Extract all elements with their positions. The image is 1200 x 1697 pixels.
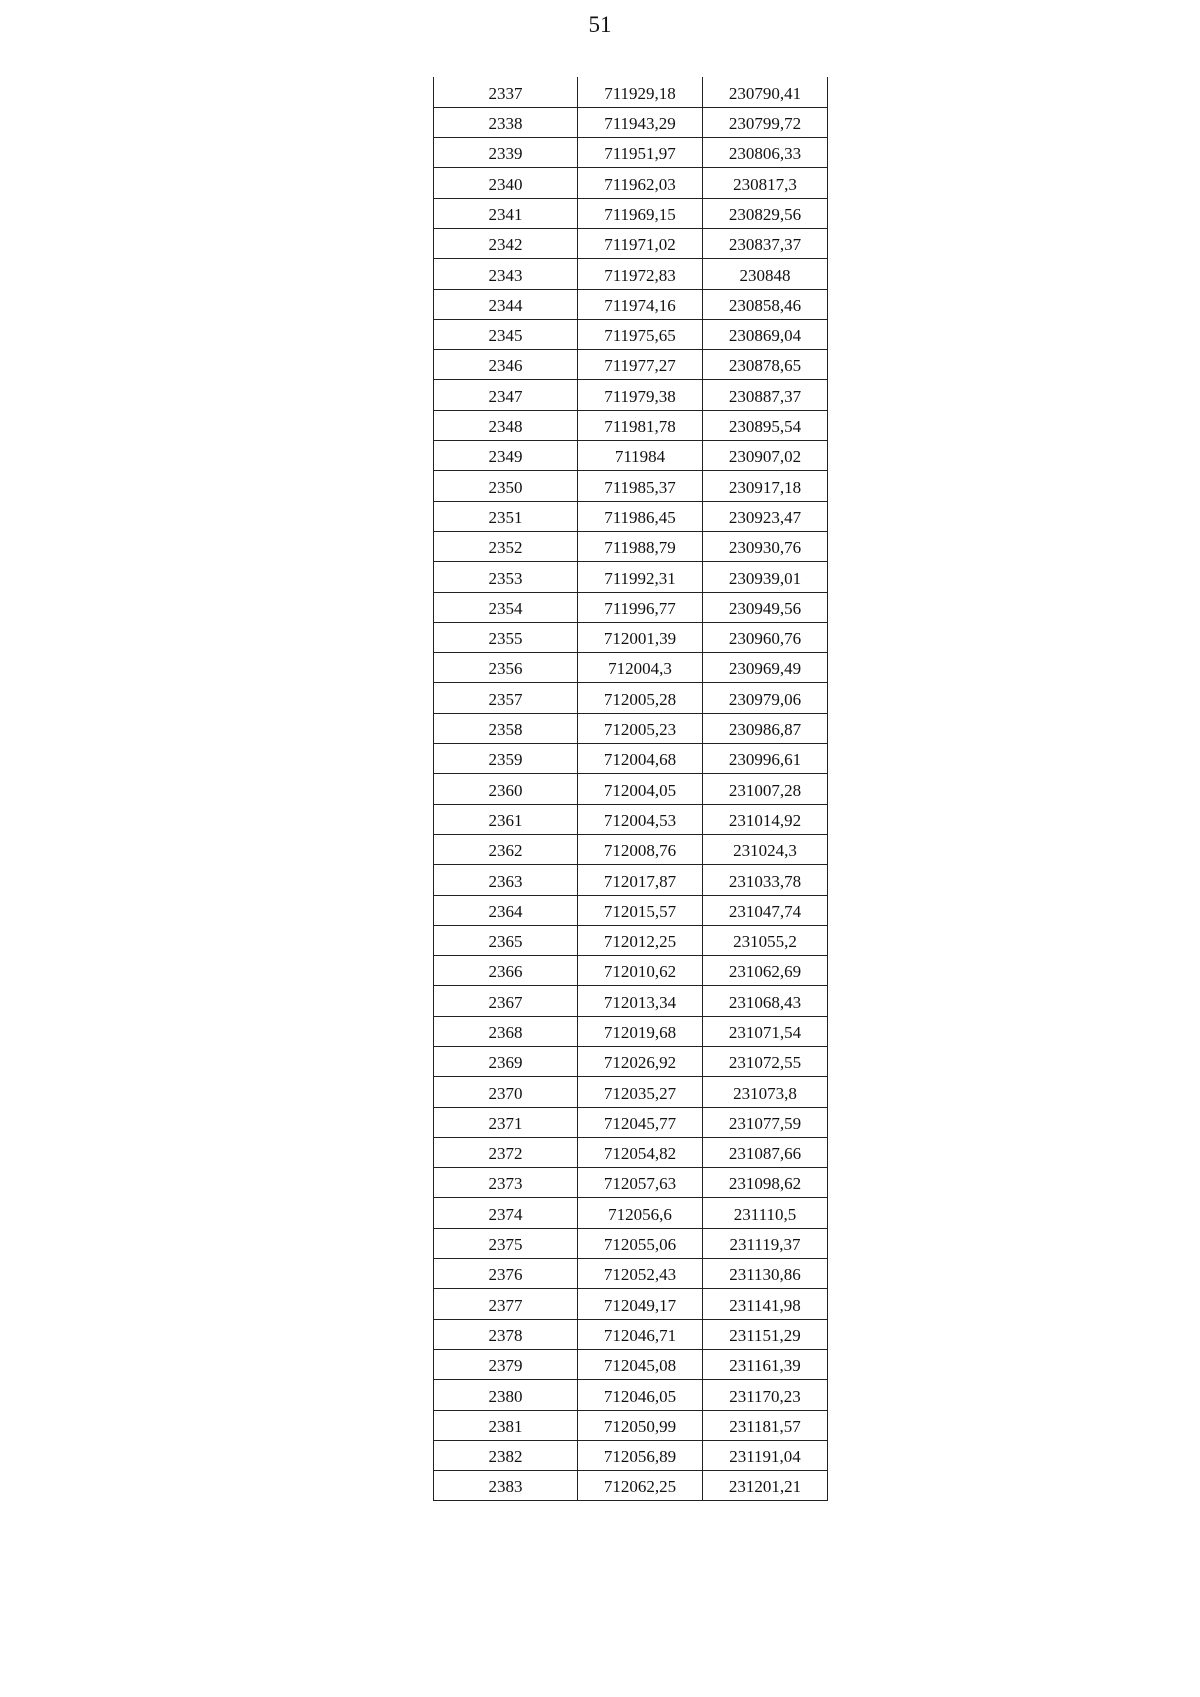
table-row xyxy=(434,471,828,501)
table-row xyxy=(434,410,828,440)
x-coordinate-cell: 711969,15 xyxy=(578,198,703,228)
x-coordinate-cell: 712008,76 xyxy=(578,834,703,864)
point-number-cell: 2357 xyxy=(434,683,578,713)
y-coordinate-cell: 231007,28 xyxy=(703,774,828,804)
x-coordinate-cell: 712045,77 xyxy=(578,1107,703,1137)
y-coordinate-cell: 231062,69 xyxy=(703,956,828,986)
table-row xyxy=(434,380,828,410)
point-number-cell: 2377 xyxy=(434,1289,578,1319)
x-coordinate-cell: 712035,27 xyxy=(578,1077,703,1107)
point-number-cell: 2346 xyxy=(434,350,578,380)
table-row xyxy=(434,895,828,925)
y-coordinate-cell: 230806,33 xyxy=(703,138,828,168)
x-coordinate-cell: 711974,16 xyxy=(578,289,703,319)
x-coordinate-cell: 712026,92 xyxy=(578,1047,703,1077)
table-row xyxy=(434,1077,828,1107)
y-coordinate-cell: 231201,21 xyxy=(703,1471,828,1501)
x-coordinate-cell: 712054,82 xyxy=(578,1137,703,1167)
table-row xyxy=(434,107,828,137)
y-coordinate-cell: 231161,39 xyxy=(703,1349,828,1379)
table-row xyxy=(434,1410,828,1440)
point-number-cell: 2354 xyxy=(434,592,578,622)
point-number-cell: 2372 xyxy=(434,1137,578,1167)
x-coordinate-cell: 712010,62 xyxy=(578,956,703,986)
point-number-cell: 2371 xyxy=(434,1107,578,1137)
table-row xyxy=(434,713,828,743)
table-row xyxy=(434,1380,828,1410)
table-row xyxy=(434,653,828,683)
table-row xyxy=(434,683,828,713)
table-row xyxy=(434,774,828,804)
x-coordinate-cell: 711981,78 xyxy=(578,410,703,440)
point-number-cell: 2362 xyxy=(434,834,578,864)
table-row xyxy=(434,1289,828,1319)
x-coordinate-cell: 711975,65 xyxy=(578,319,703,349)
point-number-cell: 2338 xyxy=(434,107,578,137)
y-coordinate-cell: 230887,37 xyxy=(703,380,828,410)
point-number-cell: 2349 xyxy=(434,441,578,471)
point-number-cell: 2347 xyxy=(434,380,578,410)
point-number-cell: 2341 xyxy=(434,198,578,228)
point-number-cell: 2364 xyxy=(434,895,578,925)
table-row xyxy=(434,77,828,107)
y-coordinate-cell: 231077,59 xyxy=(703,1107,828,1137)
x-coordinate-cell: 712015,57 xyxy=(578,895,703,925)
x-coordinate-cell: 711988,79 xyxy=(578,531,703,561)
point-number-cell: 2374 xyxy=(434,1198,578,1228)
coordinates-table-body xyxy=(434,77,828,1501)
table-row xyxy=(434,289,828,319)
point-number-cell: 2375 xyxy=(434,1228,578,1258)
point-number-cell: 2353 xyxy=(434,562,578,592)
table-row xyxy=(434,834,828,864)
x-coordinate-cell: 712012,25 xyxy=(578,925,703,955)
y-coordinate-cell: 230923,47 xyxy=(703,501,828,531)
y-coordinate-cell: 231047,74 xyxy=(703,895,828,925)
point-number-cell: 2350 xyxy=(434,471,578,501)
x-coordinate-cell: 711986,45 xyxy=(578,501,703,531)
x-coordinate-cell: 712057,63 xyxy=(578,1168,703,1198)
y-coordinate-cell: 230996,61 xyxy=(703,744,828,774)
table-row xyxy=(434,228,828,258)
y-coordinate-cell: 231068,43 xyxy=(703,986,828,1016)
table-row xyxy=(434,592,828,622)
y-coordinate-cell: 231014,92 xyxy=(703,804,828,834)
y-coordinate-cell: 230930,76 xyxy=(703,531,828,561)
table-row xyxy=(434,1440,828,1470)
x-coordinate-cell: 711992,31 xyxy=(578,562,703,592)
y-coordinate-cell: 230939,01 xyxy=(703,562,828,592)
x-coordinate-cell: 712013,34 xyxy=(578,986,703,1016)
x-coordinate-cell: 712004,68 xyxy=(578,744,703,774)
y-coordinate-cell: 231055,2 xyxy=(703,925,828,955)
table-row xyxy=(434,804,828,834)
table-row xyxy=(434,1107,828,1137)
table-row xyxy=(434,350,828,380)
point-number-cell: 2373 xyxy=(434,1168,578,1198)
y-coordinate-cell: 231073,8 xyxy=(703,1077,828,1107)
y-coordinate-cell: 230858,46 xyxy=(703,289,828,319)
point-number-cell: 2356 xyxy=(434,653,578,683)
point-number-cell: 2383 xyxy=(434,1471,578,1501)
point-number-cell: 2382 xyxy=(434,1440,578,1470)
x-coordinate-cell: 712055,06 xyxy=(578,1228,703,1258)
table-row xyxy=(434,622,828,652)
y-coordinate-cell: 230799,72 xyxy=(703,107,828,137)
y-coordinate-cell: 231071,54 xyxy=(703,1016,828,1046)
table-row xyxy=(434,986,828,1016)
point-number-cell: 2344 xyxy=(434,289,578,319)
x-coordinate-cell: 712056,6 xyxy=(578,1198,703,1228)
x-coordinate-cell: 712046,05 xyxy=(578,1380,703,1410)
x-coordinate-cell: 711996,77 xyxy=(578,592,703,622)
y-coordinate-cell: 230848 xyxy=(703,259,828,289)
y-coordinate-cell: 231110,5 xyxy=(703,1198,828,1228)
point-number-cell: 2379 xyxy=(434,1349,578,1379)
point-number-cell: 2369 xyxy=(434,1047,578,1077)
table-row xyxy=(434,956,828,986)
x-coordinate-cell: 711971,02 xyxy=(578,228,703,258)
point-number-cell: 2367 xyxy=(434,986,578,1016)
y-coordinate-cell: 230817,3 xyxy=(703,168,828,198)
point-number-cell: 2370 xyxy=(434,1077,578,1107)
table-row xyxy=(434,1016,828,1046)
table-row xyxy=(434,1137,828,1167)
y-coordinate-cell: 231098,62 xyxy=(703,1168,828,1198)
y-coordinate-cell: 231151,29 xyxy=(703,1319,828,1349)
y-coordinate-cell: 230969,49 xyxy=(703,653,828,683)
y-coordinate-cell: 230986,87 xyxy=(703,713,828,743)
point-number-cell: 2345 xyxy=(434,319,578,349)
x-coordinate-cell: 712004,53 xyxy=(578,804,703,834)
table-row xyxy=(434,501,828,531)
x-coordinate-cell: 711972,83 xyxy=(578,259,703,289)
y-coordinate-cell: 230960,76 xyxy=(703,622,828,652)
table-row xyxy=(434,1047,828,1077)
table-row xyxy=(434,1168,828,1198)
x-coordinate-cell: 711984 xyxy=(578,441,703,471)
point-number-cell: 2361 xyxy=(434,804,578,834)
point-number-cell: 2340 xyxy=(434,168,578,198)
y-coordinate-cell: 231141,98 xyxy=(703,1289,828,1319)
x-coordinate-cell: 712004,3 xyxy=(578,653,703,683)
y-coordinate-cell: 230878,65 xyxy=(703,350,828,380)
y-coordinate-cell: 230949,56 xyxy=(703,592,828,622)
y-coordinate-cell: 230979,06 xyxy=(703,683,828,713)
x-coordinate-cell: 712019,68 xyxy=(578,1016,703,1046)
point-number-cell: 2355 xyxy=(434,622,578,652)
y-coordinate-cell: 231119,37 xyxy=(703,1228,828,1258)
point-number-cell: 2381 xyxy=(434,1410,578,1440)
y-coordinate-cell: 231033,78 xyxy=(703,865,828,895)
x-coordinate-cell: 712004,05 xyxy=(578,774,703,804)
table-row xyxy=(434,1228,828,1258)
point-number-cell: 2363 xyxy=(434,865,578,895)
point-number-cell: 2337 xyxy=(434,77,578,107)
x-coordinate-cell: 712001,39 xyxy=(578,622,703,652)
x-coordinate-cell: 712045,08 xyxy=(578,1349,703,1379)
y-coordinate-cell: 231130,86 xyxy=(703,1259,828,1289)
x-coordinate-cell: 712017,87 xyxy=(578,865,703,895)
y-coordinate-cell: 231181,57 xyxy=(703,1410,828,1440)
coordinates-table xyxy=(433,77,828,1501)
x-coordinate-cell: 712005,28 xyxy=(578,683,703,713)
y-coordinate-cell: 230907,02 xyxy=(703,441,828,471)
table-row xyxy=(434,259,828,289)
table-row xyxy=(434,319,828,349)
y-coordinate-cell: 230790,41 xyxy=(703,77,828,107)
page-number: 51 xyxy=(588,12,612,37)
table-row xyxy=(434,865,828,895)
y-coordinate-cell: 230829,56 xyxy=(703,198,828,228)
x-coordinate-cell: 711985,37 xyxy=(578,471,703,501)
point-number-cell: 2352 xyxy=(434,531,578,561)
x-coordinate-cell: 712062,25 xyxy=(578,1471,703,1501)
point-number-cell: 2339 xyxy=(434,138,578,168)
y-coordinate-cell: 231072,55 xyxy=(703,1047,828,1077)
point-number-cell: 2376 xyxy=(434,1259,578,1289)
y-coordinate-cell: 230895,54 xyxy=(703,410,828,440)
y-coordinate-cell: 230869,04 xyxy=(703,319,828,349)
x-coordinate-cell: 711943,29 xyxy=(578,107,703,137)
y-coordinate-cell: 230917,18 xyxy=(703,471,828,501)
table-row xyxy=(434,562,828,592)
point-number-cell: 2365 xyxy=(434,925,578,955)
table-row xyxy=(434,441,828,471)
y-coordinate-cell: 230837,37 xyxy=(703,228,828,258)
y-coordinate-cell: 231191,04 xyxy=(703,1440,828,1470)
x-coordinate-cell: 711951,97 xyxy=(578,138,703,168)
table-row xyxy=(434,925,828,955)
x-coordinate-cell: 712052,43 xyxy=(578,1259,703,1289)
point-number-cell: 2348 xyxy=(434,410,578,440)
x-coordinate-cell: 712005,23 xyxy=(578,713,703,743)
point-number-cell: 2342 xyxy=(434,228,578,258)
point-number-cell: 2358 xyxy=(434,713,578,743)
table-row xyxy=(434,1259,828,1289)
x-coordinate-cell: 712050,99 xyxy=(578,1410,703,1440)
point-number-cell: 2368 xyxy=(434,1016,578,1046)
x-coordinate-cell: 712046,71 xyxy=(578,1319,703,1349)
x-coordinate-cell: 712056,89 xyxy=(578,1440,703,1470)
point-number-cell: 2351 xyxy=(434,501,578,531)
x-coordinate-cell: 712049,17 xyxy=(578,1289,703,1319)
point-number-cell: 2366 xyxy=(434,956,578,986)
x-coordinate-cell: 711979,38 xyxy=(578,380,703,410)
table-row xyxy=(434,531,828,561)
y-coordinate-cell: 231170,23 xyxy=(703,1380,828,1410)
point-number-cell: 2380 xyxy=(434,1380,578,1410)
table-row xyxy=(434,1349,828,1379)
table-row xyxy=(434,744,828,774)
table-row xyxy=(434,198,828,228)
table-row xyxy=(434,1471,828,1501)
table-row xyxy=(434,168,828,198)
point-number-cell: 2360 xyxy=(434,774,578,804)
point-number-cell: 2378 xyxy=(434,1319,578,1349)
x-coordinate-cell: 711962,03 xyxy=(578,168,703,198)
y-coordinate-cell: 231024,3 xyxy=(703,834,828,864)
point-number-cell: 2343 xyxy=(434,259,578,289)
table-row xyxy=(434,138,828,168)
y-coordinate-cell: 231087,66 xyxy=(703,1137,828,1167)
table-row xyxy=(434,1198,828,1228)
x-coordinate-cell: 711929,18 xyxy=(578,77,703,107)
point-number-cell: 2359 xyxy=(434,744,578,774)
table-row xyxy=(434,1319,828,1349)
x-coordinate-cell: 711977,27 xyxy=(578,350,703,380)
